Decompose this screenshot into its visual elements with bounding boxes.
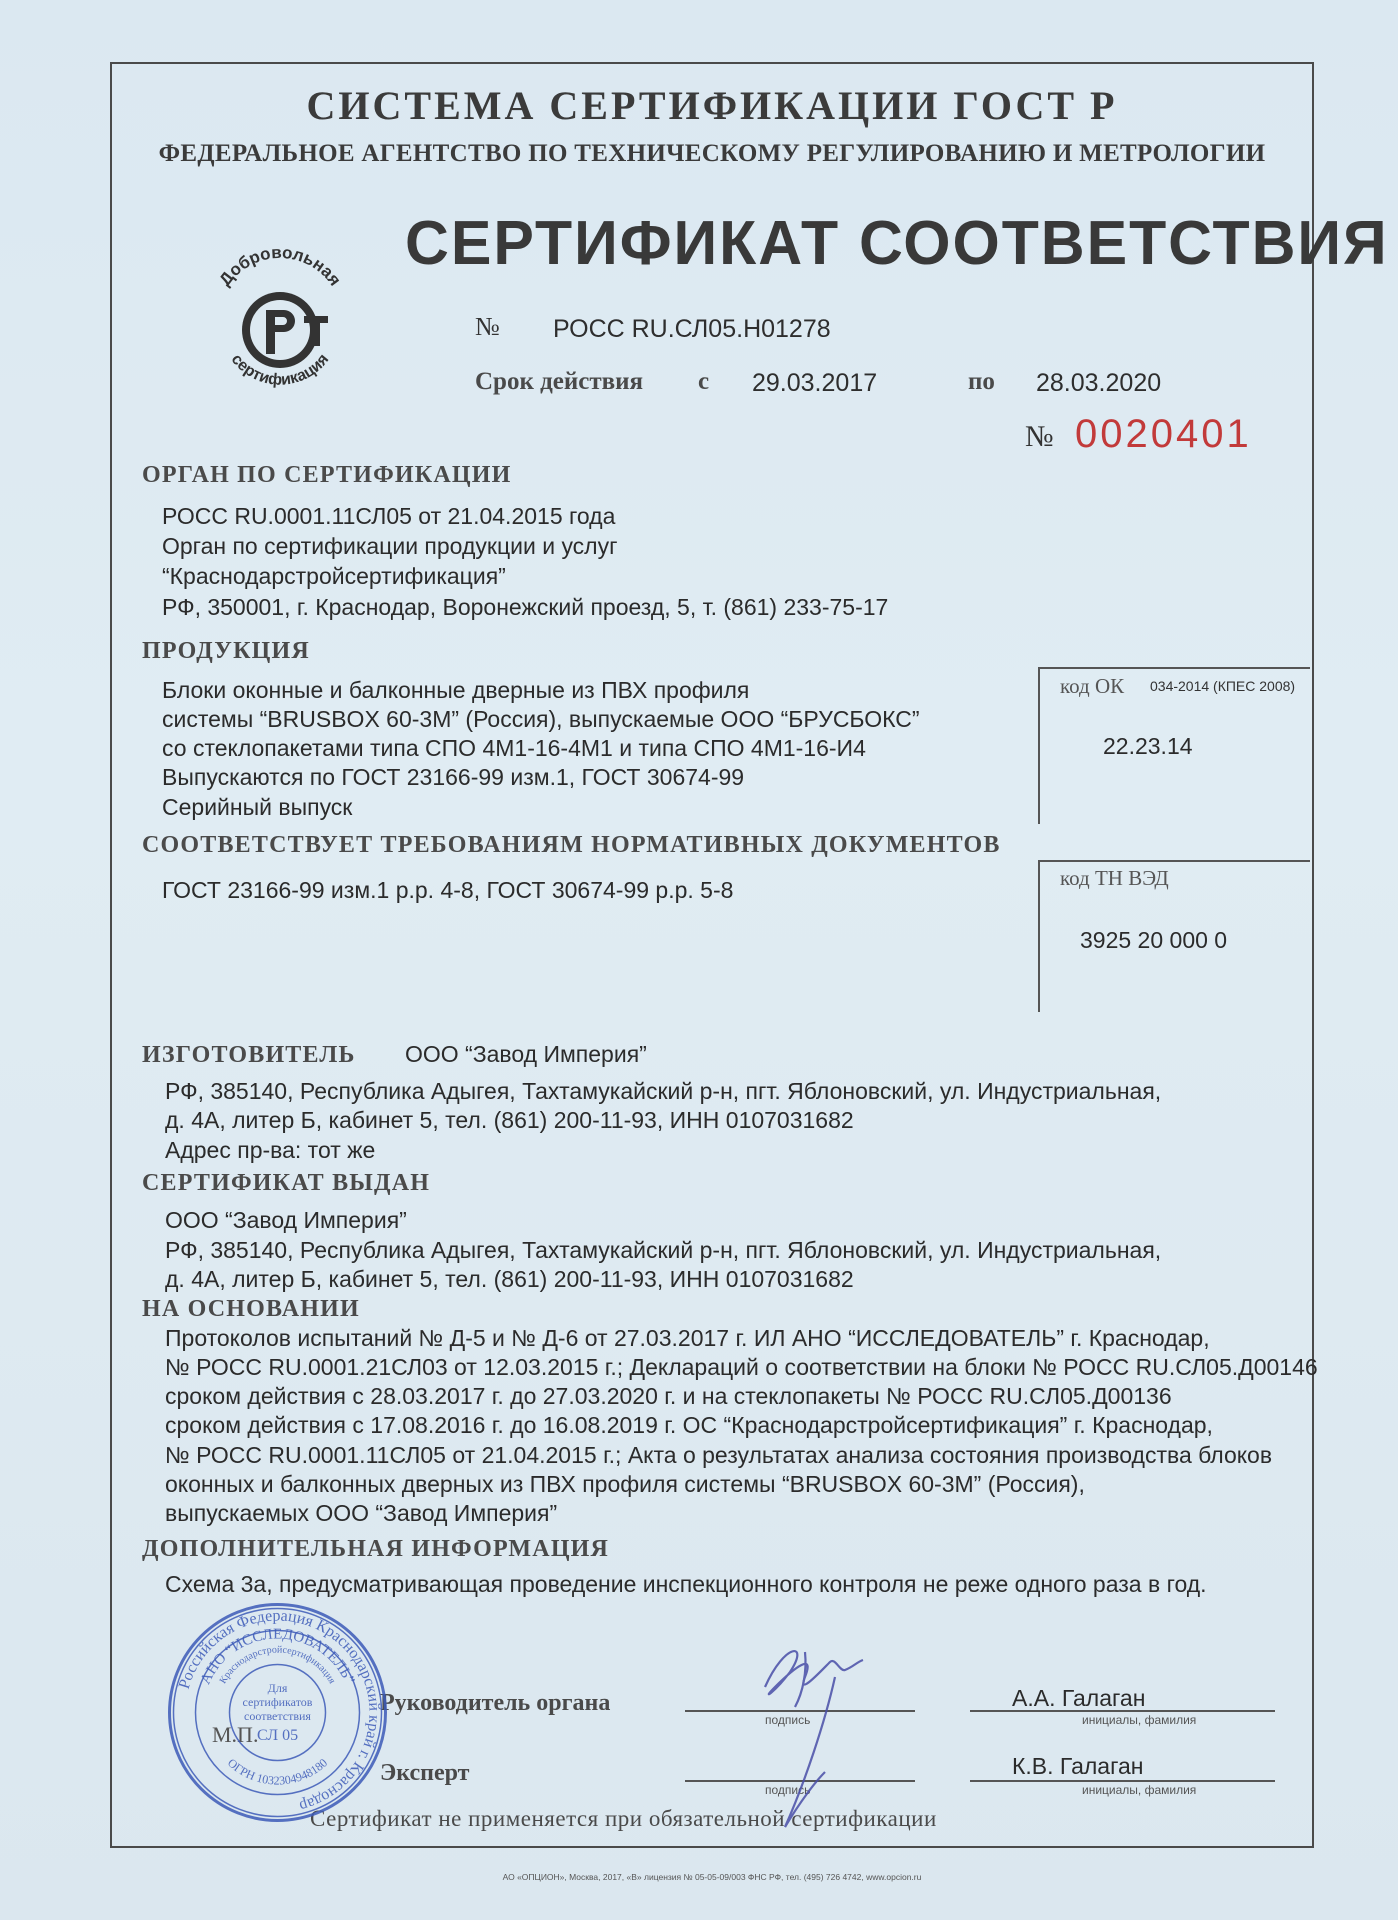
certificate-title: СЕРТИФИКАТ СООТВЕТСТВИЯ bbox=[405, 209, 1389, 278]
product-line: Серийный выпуск bbox=[162, 794, 353, 820]
manufacturer-name: ООО “Завод Империя” bbox=[405, 1041, 647, 1067]
basis-line: сроком действия с 17.08.2016 г. до 16.08.2019 г. ОС “Краснодарстройсертификация” г. Краснодар, bbox=[165, 1412, 1213, 1438]
manufacturer-line: РФ, 385140, Республика Адыгея, Тахтамукайский р-н, пгт. Яблоновский, ул. Индустриальная, bbox=[165, 1078, 1162, 1104]
valid-from: 29.03.2017 bbox=[752, 369, 878, 397]
basis-line: оконных и балконных дверных из ПВХ профиля системы “BRUSBOX 60-3M” (Россия), bbox=[165, 1471, 1085, 1497]
basis-line: сроком действия с 28.03.2017 г. до 27.03.2020 г. и на стеклопакеты № РОСС RU.СЛ05.Д00136 bbox=[165, 1383, 1172, 1409]
blank-number: 0020401 bbox=[1075, 412, 1252, 456]
manufacturer-line: Адрес пр-ва: тот же bbox=[165, 1137, 376, 1163]
stamp-ring-text: Российская Федерация Краснодарский край г. Краснодар bbox=[175, 1607, 383, 1815]
validity-label: Срок действия bbox=[475, 368, 644, 395]
cert-body-line: “Краснодарстройсертификация” bbox=[162, 563, 506, 589]
head-name: А.А. Галаган bbox=[1012, 1685, 1146, 1711]
from-label: с bbox=[698, 368, 710, 395]
system-title: СИСТЕМА СЕРТИФИКАЦИИ ГОСТ Р bbox=[306, 83, 1118, 128]
conformity-text: ГОСТ 23166-99 изм.1 р.р. 4-8, ГОСТ 30674-99 р.р. 5-8 bbox=[162, 877, 734, 903]
cert-body-line: РОСС RU.0001.11СЛ05 от 21.04.2015 года bbox=[162, 503, 616, 529]
expert-name-line bbox=[970, 1780, 1275, 1782]
signature-icon bbox=[745, 1632, 875, 1837]
valid-to: 28.03.2020 bbox=[1036, 369, 1162, 397]
head-sign-caption: подпись bbox=[765, 1713, 811, 1727]
cert-body-heading: ОРГАН ПО СЕРТИФИКАЦИИ bbox=[142, 462, 512, 488]
product-line: со стеклопакетами типа СПО 4М1-16-4М1 и типа СПО 4М1-16-И4 bbox=[162, 735, 866, 761]
issued-to-line: РФ, 385140, Республика Адыгея, Тахтамукайский р-н, пгт. Яблоновский, ул. Индустриальная, bbox=[165, 1237, 1162, 1263]
basis-line: № РОСС RU.0001.11СЛ05 от 21.04.2015 г.; Акта о результатах анализа состояния производства блоков bbox=[165, 1442, 1273, 1468]
certificate-number: РОСС RU.СЛ05.Н01278 bbox=[553, 315, 831, 343]
basis-heading: НА ОСНОВАНИИ bbox=[142, 1296, 360, 1322]
head-name-line bbox=[970, 1710, 1275, 1712]
stamp-center-line: соответствия bbox=[244, 1709, 311, 1723]
additional-heading: ДОПОЛНИТЕЛЬНАЯ ИНФОРМАЦИЯ bbox=[142, 1536, 610, 1562]
ok-code-note: 034-2014 (КПЕС 2008) bbox=[1150, 678, 1296, 694]
issued-to-heading: СЕРТИФИКАТ ВЫДАН bbox=[142, 1170, 431, 1196]
head-signature bbox=[745, 1632, 875, 1837]
logo-bottom-text: сертификация bbox=[227, 350, 333, 390]
basis-line: выпускаемых ООО “Завод Империя” bbox=[165, 1500, 558, 1526]
ok-code-value: 22.23.14 bbox=[1103, 733, 1193, 759]
product-line: Выпускаются по ГОСТ 23166-99 изм.1, ГОСТ 30674-99 bbox=[162, 764, 745, 790]
number-sign: № bbox=[475, 312, 500, 341]
printer-info: АО «ОПЦИОН», Москва, 2017, «В» лицензия № 05-05-09/003 ФНС РФ, тел. (495) 726 4742, www.opcion.ru bbox=[502, 1872, 922, 1882]
head-label: Руководитель органа bbox=[380, 1690, 611, 1716]
manufacturer-line: д. 4А, литер Б, кабинет 5, тел. (861) 200-11-93, ИНН 0107031682 bbox=[165, 1107, 854, 1133]
blank-number-sign: № bbox=[1025, 420, 1054, 453]
expert-sign-caption: подпись bbox=[765, 1783, 811, 1797]
tnved-code: 3925 20 000 0 bbox=[1080, 927, 1228, 953]
issued-to-line: ООО “Завод Империя” bbox=[165, 1207, 407, 1233]
to-label: по bbox=[968, 368, 995, 395]
basis-line: № РОСС RU.0001.21СЛ03 от 12.03.2015 г.; Деклараций о соответствии на блоки № РОСС RU.СЛ05.Д00146 bbox=[165, 1354, 1318, 1380]
ok-code-label: код ОК bbox=[1060, 674, 1125, 698]
stamp-inner-ring: Краснодарстройсертификация bbox=[217, 1644, 338, 1686]
stamp-center-line: Для bbox=[267, 1681, 288, 1695]
expert-name: К.В. Галаган bbox=[1012, 1753, 1144, 1779]
conformity-heading: СООТВЕТСТВУЕТ ТРЕБОВАНИЯМ НОРМАТИВНЫХ ДОКУМЕНТОВ bbox=[142, 832, 1001, 858]
organization-stamp bbox=[165, 1600, 390, 1825]
stamp-place-label: М.П. bbox=[212, 1722, 259, 1747]
cert-body-line: Орган по сертификации продукции и услуг bbox=[162, 533, 618, 559]
expert-label: Эксперт bbox=[380, 1760, 470, 1786]
product-heading: ПРОДУКЦИЯ bbox=[142, 638, 310, 664]
issued-to-line: д. 4А, литер Б, кабинет 5, тел. (861) 200-11-93, ИНН 0107031682 bbox=[165, 1266, 854, 1292]
manufacturer-heading: ИЗГОТОВИТЕЛЬ bbox=[142, 1042, 356, 1068]
tnved-label: код ТН ВЭД bbox=[1060, 866, 1169, 890]
basis-line: Протоколов испытаний № Д-5 и № Д-6 от 27.03.2017 г. ИЛ АНО “ИССЛЕДОВАТЕЛЬ” г. Краснодар, bbox=[165, 1325, 1210, 1351]
logo-top-text: Добровольная bbox=[215, 242, 345, 290]
stamp-center-code: СЛ 05 bbox=[256, 1727, 299, 1744]
stamp-icon bbox=[165, 1600, 390, 1825]
product-line: Блоки оконные и балконные дверные из ПВХ профиля bbox=[162, 677, 750, 703]
expert-name-caption: инициалы, фамилия bbox=[1082, 1783, 1197, 1797]
additional-text: Схема 3а, предусматривающая проведение инспекционного контроля не реже одного раза в год. bbox=[165, 1571, 1207, 1597]
stamp-org-text: АНО “ИССЛЕДОВАТЕЛЬ” bbox=[197, 1626, 358, 1687]
rst-logo bbox=[200, 228, 360, 398]
stamp-center-line: сертификатов bbox=[242, 1695, 313, 1709]
rst-logo-icon bbox=[200, 228, 360, 398]
head-name-caption: инициалы, фамилия bbox=[1082, 1713, 1197, 1727]
stamp-ogrn: ОГРН 1032304948180 bbox=[224, 1755, 331, 1788]
cert-body-line: РФ, 350001, г. Краснодар, Воронежский проезд, 5, т. (861) 233-75-17 bbox=[162, 594, 889, 620]
agency-name: ФЕДЕРАЛЬНОЕ АГЕНТСТВО ПО ТЕХНИЧЕСКОМУ РЕГУЛИРОВАНИЮ И МЕТРОЛОГИИ bbox=[158, 140, 1266, 167]
product-line: системы “BRUSBOX 60-3M” (Россия), выпускаемые ООО “БРУСБОКС” bbox=[162, 706, 920, 732]
footer-note: Сертификат не применяется при обязательной сертификации bbox=[310, 1806, 937, 1831]
